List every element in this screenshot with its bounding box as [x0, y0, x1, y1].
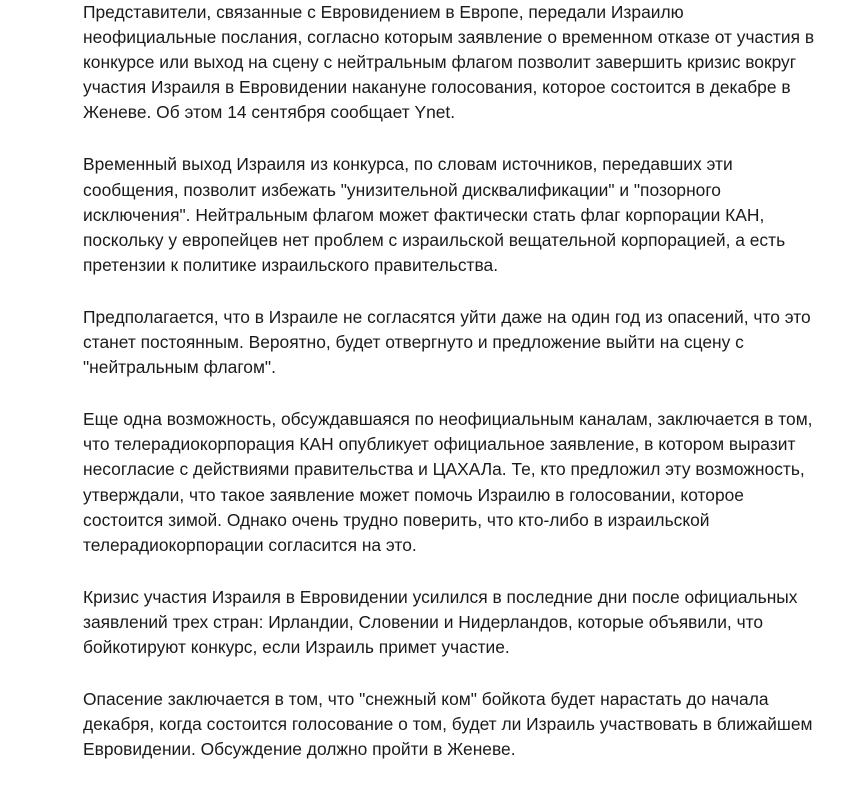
article-paragraph-5: Кризис участия Израиля в Евровидении усилился в последние дни после официальных заявлений трех стран: Ирландии, Словении и Нидерландов, которые объявили, что бойкотируют конкурс, если Израиль примет участие.: [83, 586, 798, 657]
article-paragraph-1: Представители, связанные с Евровидением в Европе, передали Израилю неофициальные послания, согласно которым заявление о временном отказе от участия в конкурсе или выход на сцену с нейтральным флагом позволит завершить кризис вокруг участия Израиля в Евровидении накануне голосования, которое состоится в декабре в Женеве. Об этом 14 сентября сообщает Ynet.: [83, 2, 815, 123]
article-paragraph-6: Опасение заключается в том, что "снежный ком" бойкота будет нарастать до начала декабря, когда состоится голосование о том, будет ли Израиль участвовать в ближайшем Евровидении. Обсуждение должно пройти в Женеве.: [83, 689, 813, 760]
article-paragraph-4: Еще одна возможность, обсуждавшаяся по неофициальным каналам, заключается в том, что телерадиокорпорация КАН опубликует официальное заявление, в котором выразит несогласие с действиями правительства и ЦАХАЛа. Те, кто предложил эту возможность, утверждали, что такое заявление может помочь Израилю в голосовании, которое состоится зимой. Однако очень трудно поверить, что кто-либо в израильской телерадиокорпорации согласится на это.: [83, 409, 813, 555]
article-body: [83, 0, 818, 789]
article-paragraph-2: Временный выход Израиля из конкурса, по словам источников, передавших эти сообщения, позволит избежать "унизительной дисквалификации" и "позорного исключения". Нейтральным флагом может фактически стать флаг корпорации КАН, поскольку у европейцев нет проблем с израильской вещательной корпорацией, а есть претензии к политике израильского правительства.: [83, 154, 786, 275]
article-paragraph-3: Предполагается, что в Израиле не согласятся уйти даже на один год из опасений, что это станет постоянным. Вероятно, будет отвергнуто и предложение выйти на сцену с "нейтральным флагом".: [83, 306, 811, 378]
